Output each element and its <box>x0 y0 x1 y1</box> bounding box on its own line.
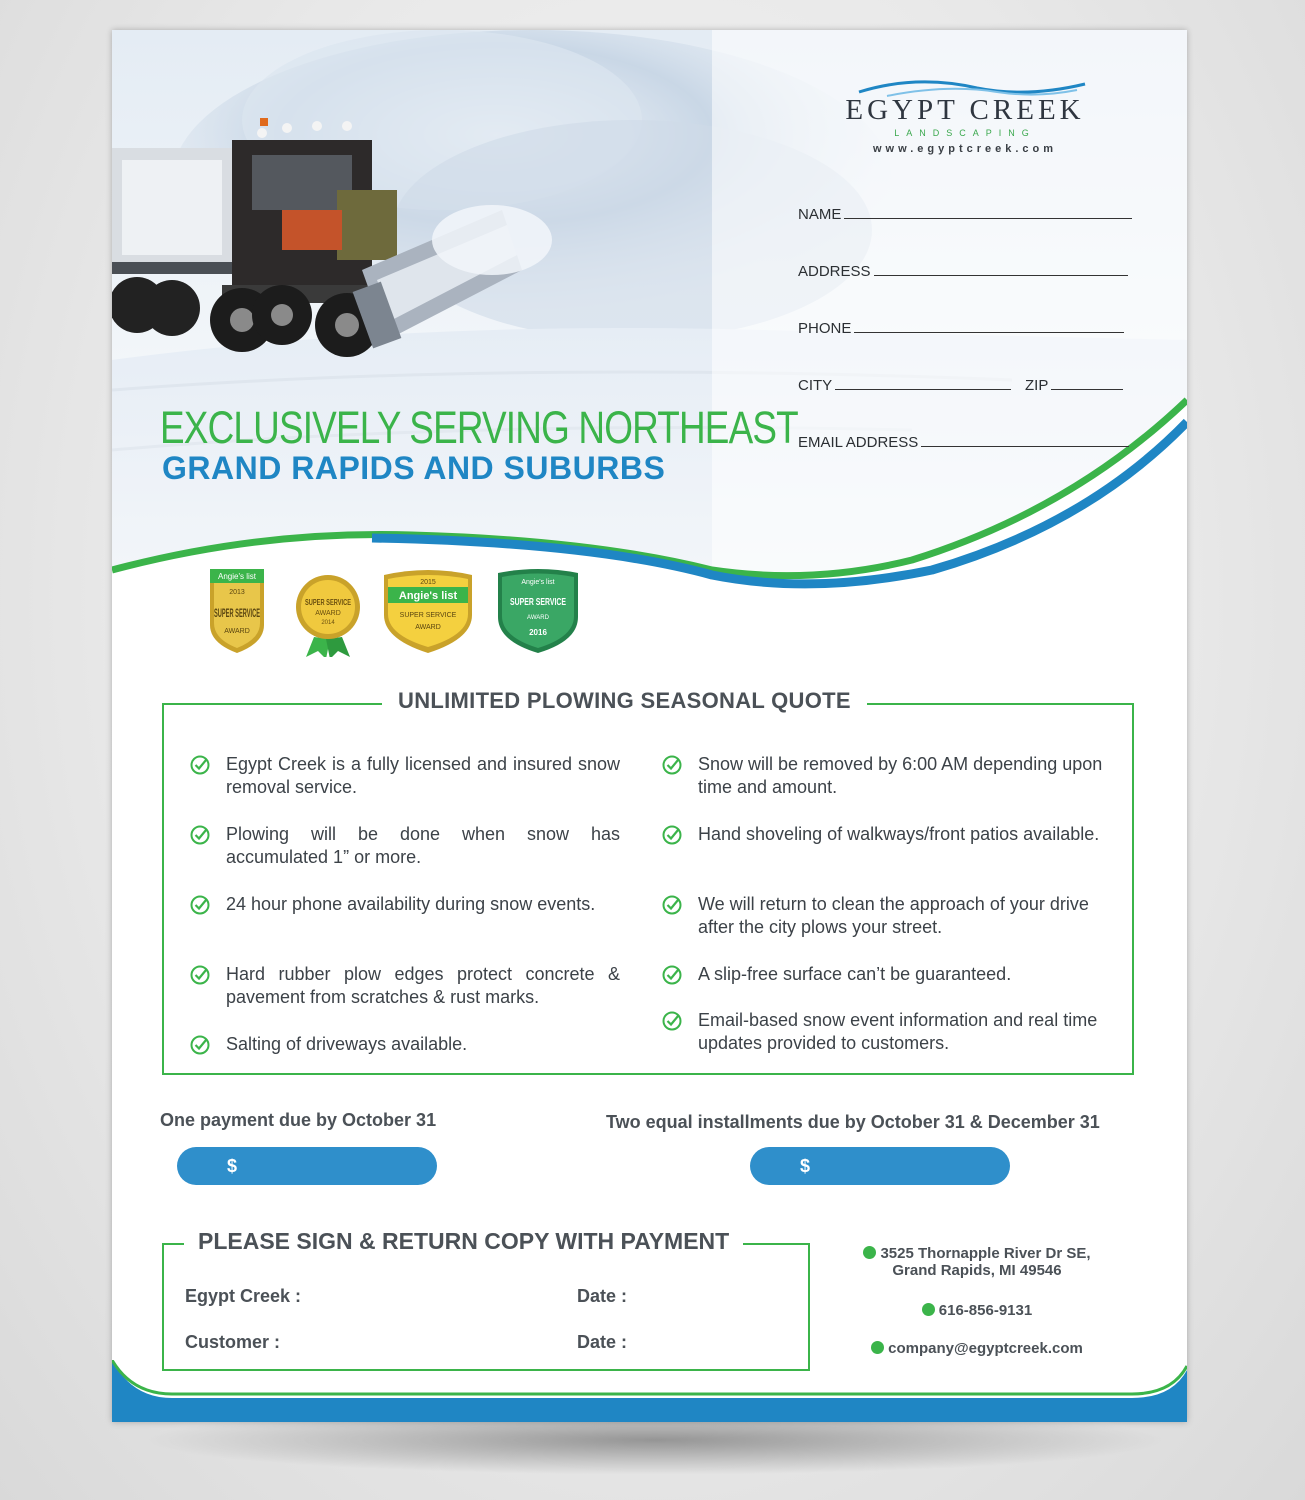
headline-line2: GRAND RAPIDS AND SUBURBS <box>162 450 666 486</box>
list-item <box>190 893 620 963</box>
badge4-brand: Angie's list <box>521 579 555 586</box>
address-label: ADDRESS <box>798 263 871 280</box>
badge3-year: 2015 <box>420 579 436 586</box>
feature-text: Snow will be removed by 6:00 AM depending upon time and amount. <box>698 754 1103 797</box>
feature-list-left <box>190 753 620 1079</box>
check-circle-icon <box>662 755 682 775</box>
check-circle-icon <box>662 895 682 915</box>
list-item <box>190 963 620 1033</box>
feature-text: Hard rubber plow edges protect concrete & pavement from scratches & rust marks. <box>226 964 620 1007</box>
quote-title: UNLIMITED PLOWING SEASONAL QUOTE <box>382 688 867 714</box>
list-item <box>662 823 1112 893</box>
feature-text: Plowing will be done when snow has accumulated 1” or more. <box>226 824 620 867</box>
badge2-sub: AWARD <box>315 610 341 617</box>
currency-symbol: $ <box>227 1156 238 1176</box>
award-badge-2013-icon <box>210 569 264 653</box>
award-badge-2016-icon <box>498 569 578 653</box>
signature-title: PLEASE SIGN & RETURN COPY WITH PAYMENT <box>184 1228 743 1255</box>
feature-text: Egypt Creek is a fully licensed and insured snow removal service. <box>226 754 620 797</box>
email-label: EMAIL ADDRESS <box>798 434 919 451</box>
award-badge-2014-icon <box>296 575 360 657</box>
feature-text: Email-based snow event information and real time updates provided to customers. <box>698 1010 1098 1053</box>
location-pin-icon <box>863 1246 876 1259</box>
flyer-sheet <box>112 30 1187 1422</box>
email-address: company@egyptcreek.com <box>888 1340 1083 1357</box>
feature-text: Hand shoveling of walkways/front patios available. <box>698 824 1100 844</box>
zip-field[interactable] <box>1025 375 1123 394</box>
currency-symbol: $ <box>800 1156 811 1176</box>
email-field[interactable] <box>798 432 1129 451</box>
list-item <box>662 1009 1112 1055</box>
feature-list-right <box>662 753 1112 1055</box>
email-icon <box>871 1341 884 1354</box>
name-field[interactable] <box>798 204 1132 223</box>
badge4-year: 2016 <box>529 628 547 637</box>
contact-phone[interactable] <box>847 1302 1107 1319</box>
feature-text: A slip-free surface can’t be guaranteed. <box>698 964 1012 984</box>
logo-name: EGYPT CREEK <box>845 94 1085 126</box>
check-circle-icon <box>190 895 210 915</box>
badge3-title: SUPER SERVICE <box>399 612 457 619</box>
check-circle-icon <box>190 965 210 985</box>
badge1-sub: AWARD <box>224 628 250 635</box>
badge4-title: SUPER SERVICE <box>510 597 567 608</box>
contact-email[interactable] <box>847 1340 1107 1357</box>
check-circle-icon <box>190 825 210 845</box>
check-circle-icon <box>662 965 682 985</box>
award-badges <box>202 567 602 657</box>
customer-signature-label[interactable]: Customer : <box>185 1332 281 1352</box>
zip-label: ZIP <box>1025 377 1049 394</box>
check-circle-icon <box>662 1011 682 1031</box>
address-line2: Grand Rapids, MI 49546 <box>892 1262 1062 1279</box>
city-field[interactable] <box>798 375 1011 394</box>
list-item <box>190 823 620 893</box>
address-line1: 3525 Thornapple River Dr SE, <box>880 1245 1091 1262</box>
phone-field[interactable] <box>798 318 1124 337</box>
contact-address <box>847 1245 1107 1279</box>
feature-text: We will return to clean the approach of your drive after the city plows your street. <box>698 894 1089 937</box>
feature-text: Salting of driveways available. <box>226 1034 468 1054</box>
badge1-year: 2013 <box>229 589 245 596</box>
feature-text: 24 hour phone availability during snow events. <box>226 894 596 914</box>
badge1-title: SUPER SERVICE <box>214 606 260 620</box>
check-circle-icon <box>662 825 682 845</box>
badge2-year: 2014 <box>321 620 335 626</box>
list-item <box>662 963 1112 1009</box>
two-payment-label: Two equal installments due by October 31 & December 31 <box>606 1112 1100 1132</box>
two-payment-amount-input[interactable] <box>750 1147 1010 1185</box>
badge1-brand: Angie's list <box>218 572 256 581</box>
company-date-label[interactable]: Date : <box>577 1286 628 1306</box>
one-payment-amount-input[interactable] <box>177 1147 437 1185</box>
logo-website: www.egyptcreek.com <box>872 143 1058 155</box>
award-badge-2015-icon <box>384 570 472 653</box>
list-item <box>190 1033 620 1079</box>
address-field[interactable] <box>798 261 1128 280</box>
list-item <box>662 753 1112 823</box>
name-label: NAME <box>798 206 842 223</box>
list-item <box>662 893 1112 963</box>
one-payment-label: One payment due by October 31 <box>160 1110 437 1130</box>
badge2-title: SUPER SERVICE <box>305 598 352 607</box>
badge3-brand: Angie's list <box>398 590 458 602</box>
footer-wave <box>112 1360 1187 1422</box>
city-label: CITY <box>798 377 833 394</box>
badge4-sub: AWARD <box>527 615 549 621</box>
company-signature-label[interactable]: Egypt Creek : <box>185 1286 302 1306</box>
list-item <box>190 753 620 823</box>
phone-number: 616-856-9131 <box>938 1302 1033 1319</box>
logo-tagline: LANDSCAPING <box>894 128 1036 138</box>
headline-line1: EXCLUSIVELY SERVING NORTHEAST <box>160 402 798 453</box>
phone-label: PHONE <box>798 320 852 337</box>
phone-icon <box>922 1303 935 1316</box>
customer-date-label[interactable]: Date : <box>577 1332 628 1352</box>
check-circle-icon <box>190 755 210 775</box>
badge3-sub: AWARD <box>415 624 441 631</box>
check-circle-icon <box>190 1035 210 1055</box>
